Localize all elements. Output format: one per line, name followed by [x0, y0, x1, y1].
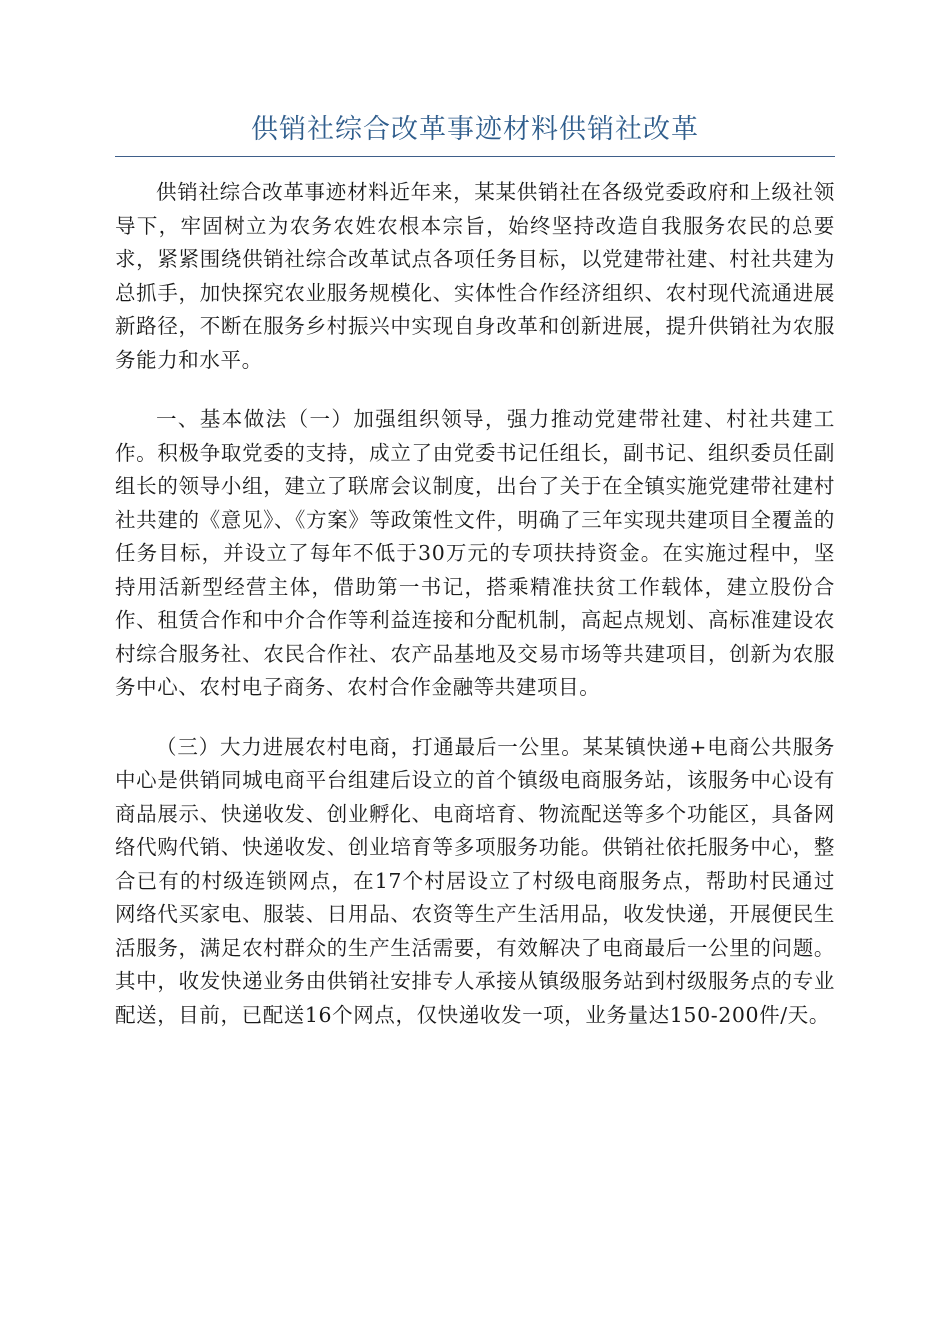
document-body [115, 176, 835, 1058]
paragraph-intro: 供销社综合改革事迹材料近年来，某某供销社在各级党委政府和上级社领导下，牢固树立为农务农姓农根本宗旨，始终坚持改造自我服务农民的总要求，紧紧围绕供销社综合改革试点各项任务目标，以党建带社建、村社共建为总抓手，加快探究农业服务规模化、实体性合作经济组织、农村现代流通进展新路径，不断在服务乡村振兴中实现自身改革和创新进展，提升供销社为农服务能力和水平。 [115, 180, 835, 372]
document-title: 供销社综合改革事迹材料供销社改革 [251, 114, 699, 145]
title-block [115, 108, 835, 157]
paragraph-basic-practice: 一、基本做法（一）加强组织领导，强力推动党建带社建、村社共建工作。积极争取党委的支持，成立了由党委书记任组长，副书记、组织委员任副组长的领导小组，建立了联席会议制度，出台了关于在全镇实施党建带社建村社共建的《意见》、《方案》等政策性文件，明确了三年实现共建项目全覆盖的任务目标，并设立了每年不低于30万元的专项扶持资金。在实施过程中，坚持用活新型经营主体，借助第一书记，搭乘精准扶贫工作载体，建立股份合作、租赁合作和中介合作等利益连接和分配机制，高起点规划、高标准建设农村综合服务社、农民合作社、农产品基地及交易市场等共建项目，创新为农服务中心、农村电子商务、农村合作金融等共建项目。 [115, 407, 835, 699]
paragraph-rural-ecommerce: （三）大力进展农村电商，打通最后一公里。某某镇快递+电商公共服务中心是供销同城电商平台组建后设立的首个镇级电商服务站，该服务中心设有商品展示、快递收发、创业孵化、电商培育、物流配送等多个功能区，具备网络代购代销、快递收发、创业培育等多项服务功能。供销社依托服务中心，整合已有的村级连锁网点，在17个村居设立了村级电商服务点，帮助村民通过网络代买家电、服装、日用品、农资等生产生活用品，收发快递，开展便民生活服务，满足农村群众的生产生活需要，有效解决了电商最后一公里的问题。其中，收发快递业务由供销社安排专人承接从镇级服务站到村级服务点的专业配送，目前，已配送16个网点，仅快递收发一项，业务量达150-200件/天。 [115, 734, 835, 1027]
